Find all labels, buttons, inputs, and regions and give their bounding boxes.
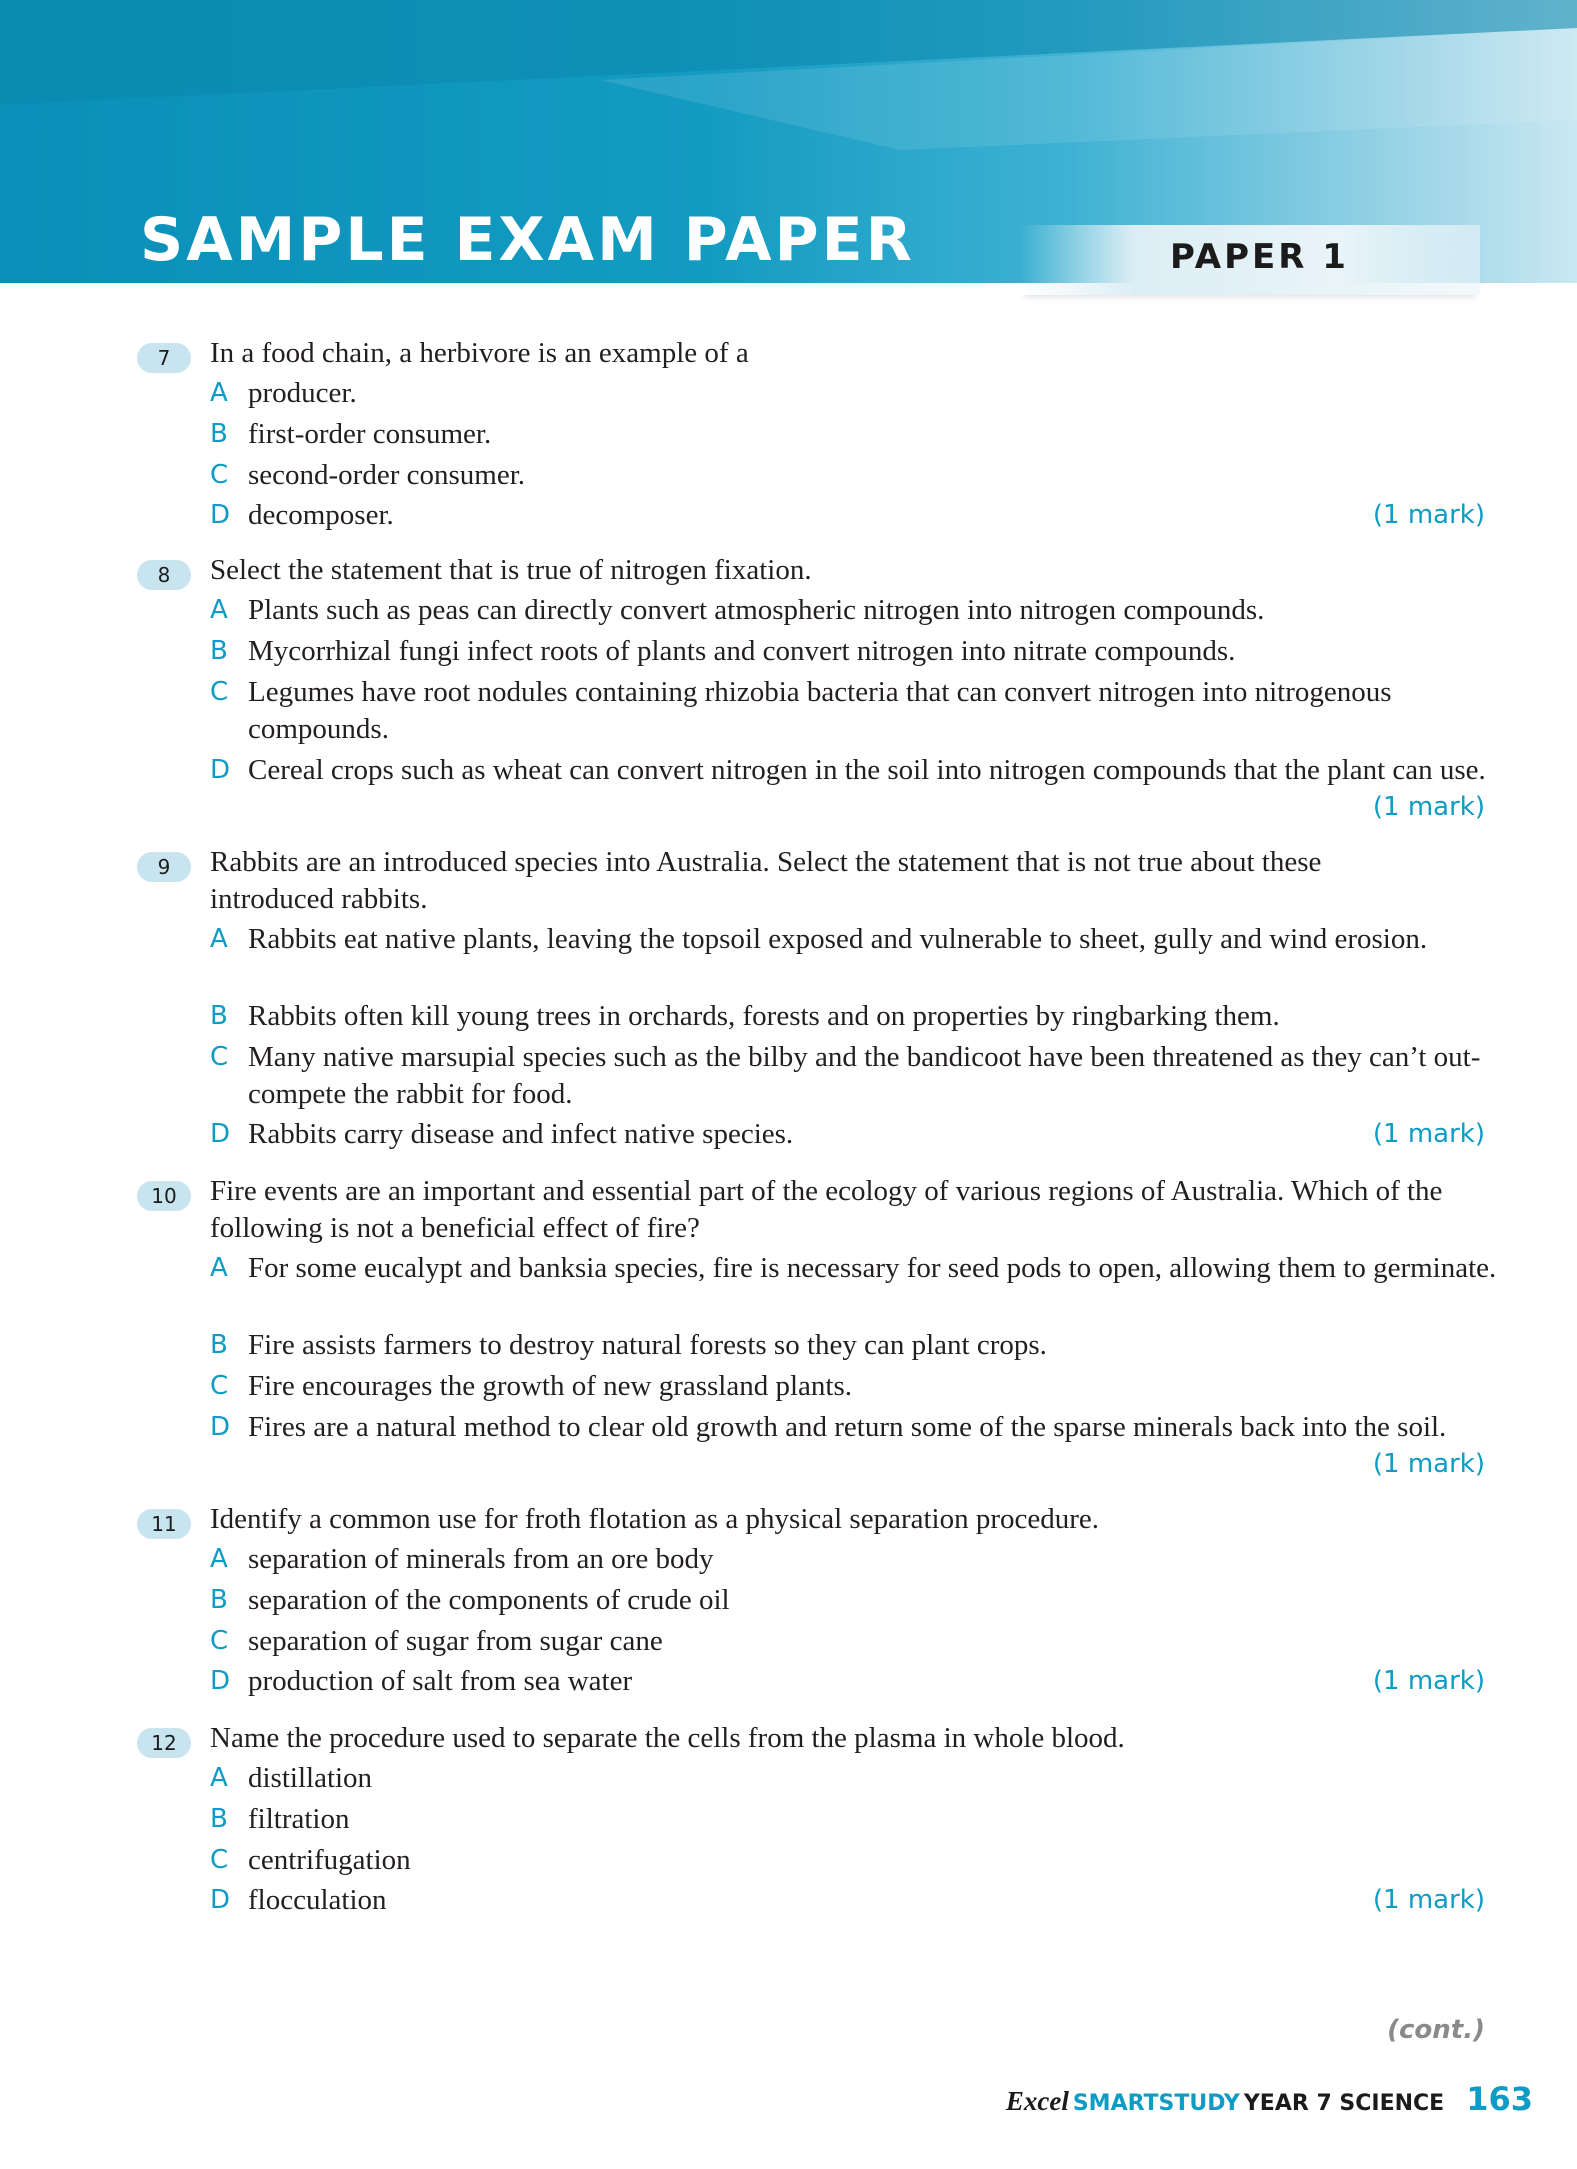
page-number: 163 [1466,2080,1533,2118]
option-letter: A [210,1544,228,1574]
page-footer [1006,2079,1533,2126]
option-letter: A [210,1763,228,1793]
footer-subject: YEAR 7 SCIENCE [1243,2091,1445,2116]
footer-series: SMARTSTUDY [1072,2091,1240,2116]
option-text: Fire assists farmers to destroy natural forests so they can plant crops. [248,1329,1047,1361]
option-letter: C [210,1371,229,1401]
option-letter: C [210,1042,229,1072]
question-number-badge: 9 [137,852,191,882]
option-text: decomposer. [248,499,394,531]
option-text: For some eucalypt and banksia species, fire is necessary for seed pods to open, allowing them to germinate. [248,1252,1497,1284]
mark-label: (1 mark) [1372,1119,1485,1149]
option-letter: D [210,1412,231,1442]
option-letter: B [210,636,228,666]
option-letter: D [210,1885,231,1915]
option-text: Fires are a natural method to clear old growth and return some of the sparse minerals back into the soil. [248,1411,1447,1443]
mark-label: (1 mark) [1372,1666,1485,1696]
mark-label: (1 mark) [1372,1449,1485,1479]
question-stem: Identify a common use for froth flotation as a physical separation procedure. [210,1503,1100,1535]
option-letter: C [210,1626,229,1656]
option-letter: A [210,595,228,625]
option-text: Plants such as peas can directly convert atmospheric nitrogen into nitrogen compounds. [248,594,1265,626]
option-letter: A [210,924,228,954]
page-title: SAMPLE EXAM PAPER [140,205,915,275]
question-number-badge: 8 [137,560,191,590]
question-number-badge: 10 [137,1181,191,1211]
question-stem: In a food chain, a herbivore is an example of a [210,337,749,369]
option-text: filtration [248,1803,350,1835]
footer-brand: Excel [1005,2086,1069,2116]
option-text: Rabbits carry disease and infect native species. [248,1118,794,1150]
option-letter: B [210,1330,228,1360]
option-text: producer. [248,377,357,409]
option-letter: D [210,500,231,530]
option-text: centrifugation [248,1844,411,1876]
option-text: separation of minerals from an ore body [248,1543,714,1575]
option-text: Fire encourages the growth of new grassland plants. [248,1370,853,1402]
option-letter: D [210,1666,231,1696]
option-letter: D [210,1119,231,1149]
question-stem: Select the statement that is true of nitrogen fixation. [210,554,812,586]
paper-tab [1020,225,1480,295]
option-text: Many native marsupial species such as the bilby and the bandicoot have been threatened as they can’t out-compete the rabbit for food. [248,1041,1481,1110]
option-letter: D [210,755,231,785]
option-text: flocculation [248,1884,387,1916]
option-text: Rabbits often kill young trees in orchards, forests and on properties by ringbarking them. [248,1000,1280,1032]
option-letter: C [210,460,229,490]
question-number-badge: 7 [137,343,191,373]
question-stem: Name the procedure used to separate the cells from the plasma in whole blood. [210,1722,1125,1754]
paper-label: PAPER 1 [1170,237,1349,277]
option-letter: B [210,1804,228,1834]
option-letter: B [210,1001,228,1031]
continued-label: (cont.) [1387,2015,1485,2045]
option-text: first-order consumer. [248,418,492,450]
question-number-badge: 11 [137,1509,191,1539]
option-letter: C [210,1845,229,1875]
option-letter: B [210,419,228,449]
option-letter: A [210,1253,228,1283]
option-text: separation of the components of crude oil [248,1584,730,1616]
option-text: Cereal crops such as wheat can convert nitrogen in the soil into nitrogen compounds that the plant can use. [248,754,1486,786]
option-text: separation of sugar from sugar cane [248,1625,663,1657]
question-number-badge: 12 [137,1728,191,1758]
question-stem: Rabbits are an introduced species into Australia. Select the statement that is not true about these introduced rabbits. [210,846,1322,915]
option-text: production of salt from sea water [248,1665,633,1697]
option-text: Mycorrhizal fungi infect roots of plants and convert nitrogen into nitrate compounds. [248,635,1236,667]
mark-label: (1 mark) [1372,500,1485,530]
option-text: Rabbits eat native plants, leaving the topsoil exposed and vulnerable to sheet, gully and wind erosion. [248,923,1428,955]
option-letter: B [210,1585,228,1615]
option-text: distillation [248,1762,373,1794]
mark-label: (1 mark) [1372,1885,1485,1915]
mark-label: (1 mark) [1372,792,1485,822]
question-stem: Fire events are an important and essential part of the ecology of various regions of Australia. Which of the following is not a beneficial effect of fire? [210,1175,1443,1244]
option-text: Legumes have root nodules containing rhizobia bacteria that can convert nitrogen into nitrogenous compounds. [248,676,1392,745]
option-text: second-order consumer. [248,459,526,491]
option-letter: C [210,677,229,707]
option-letter: A [210,378,228,408]
